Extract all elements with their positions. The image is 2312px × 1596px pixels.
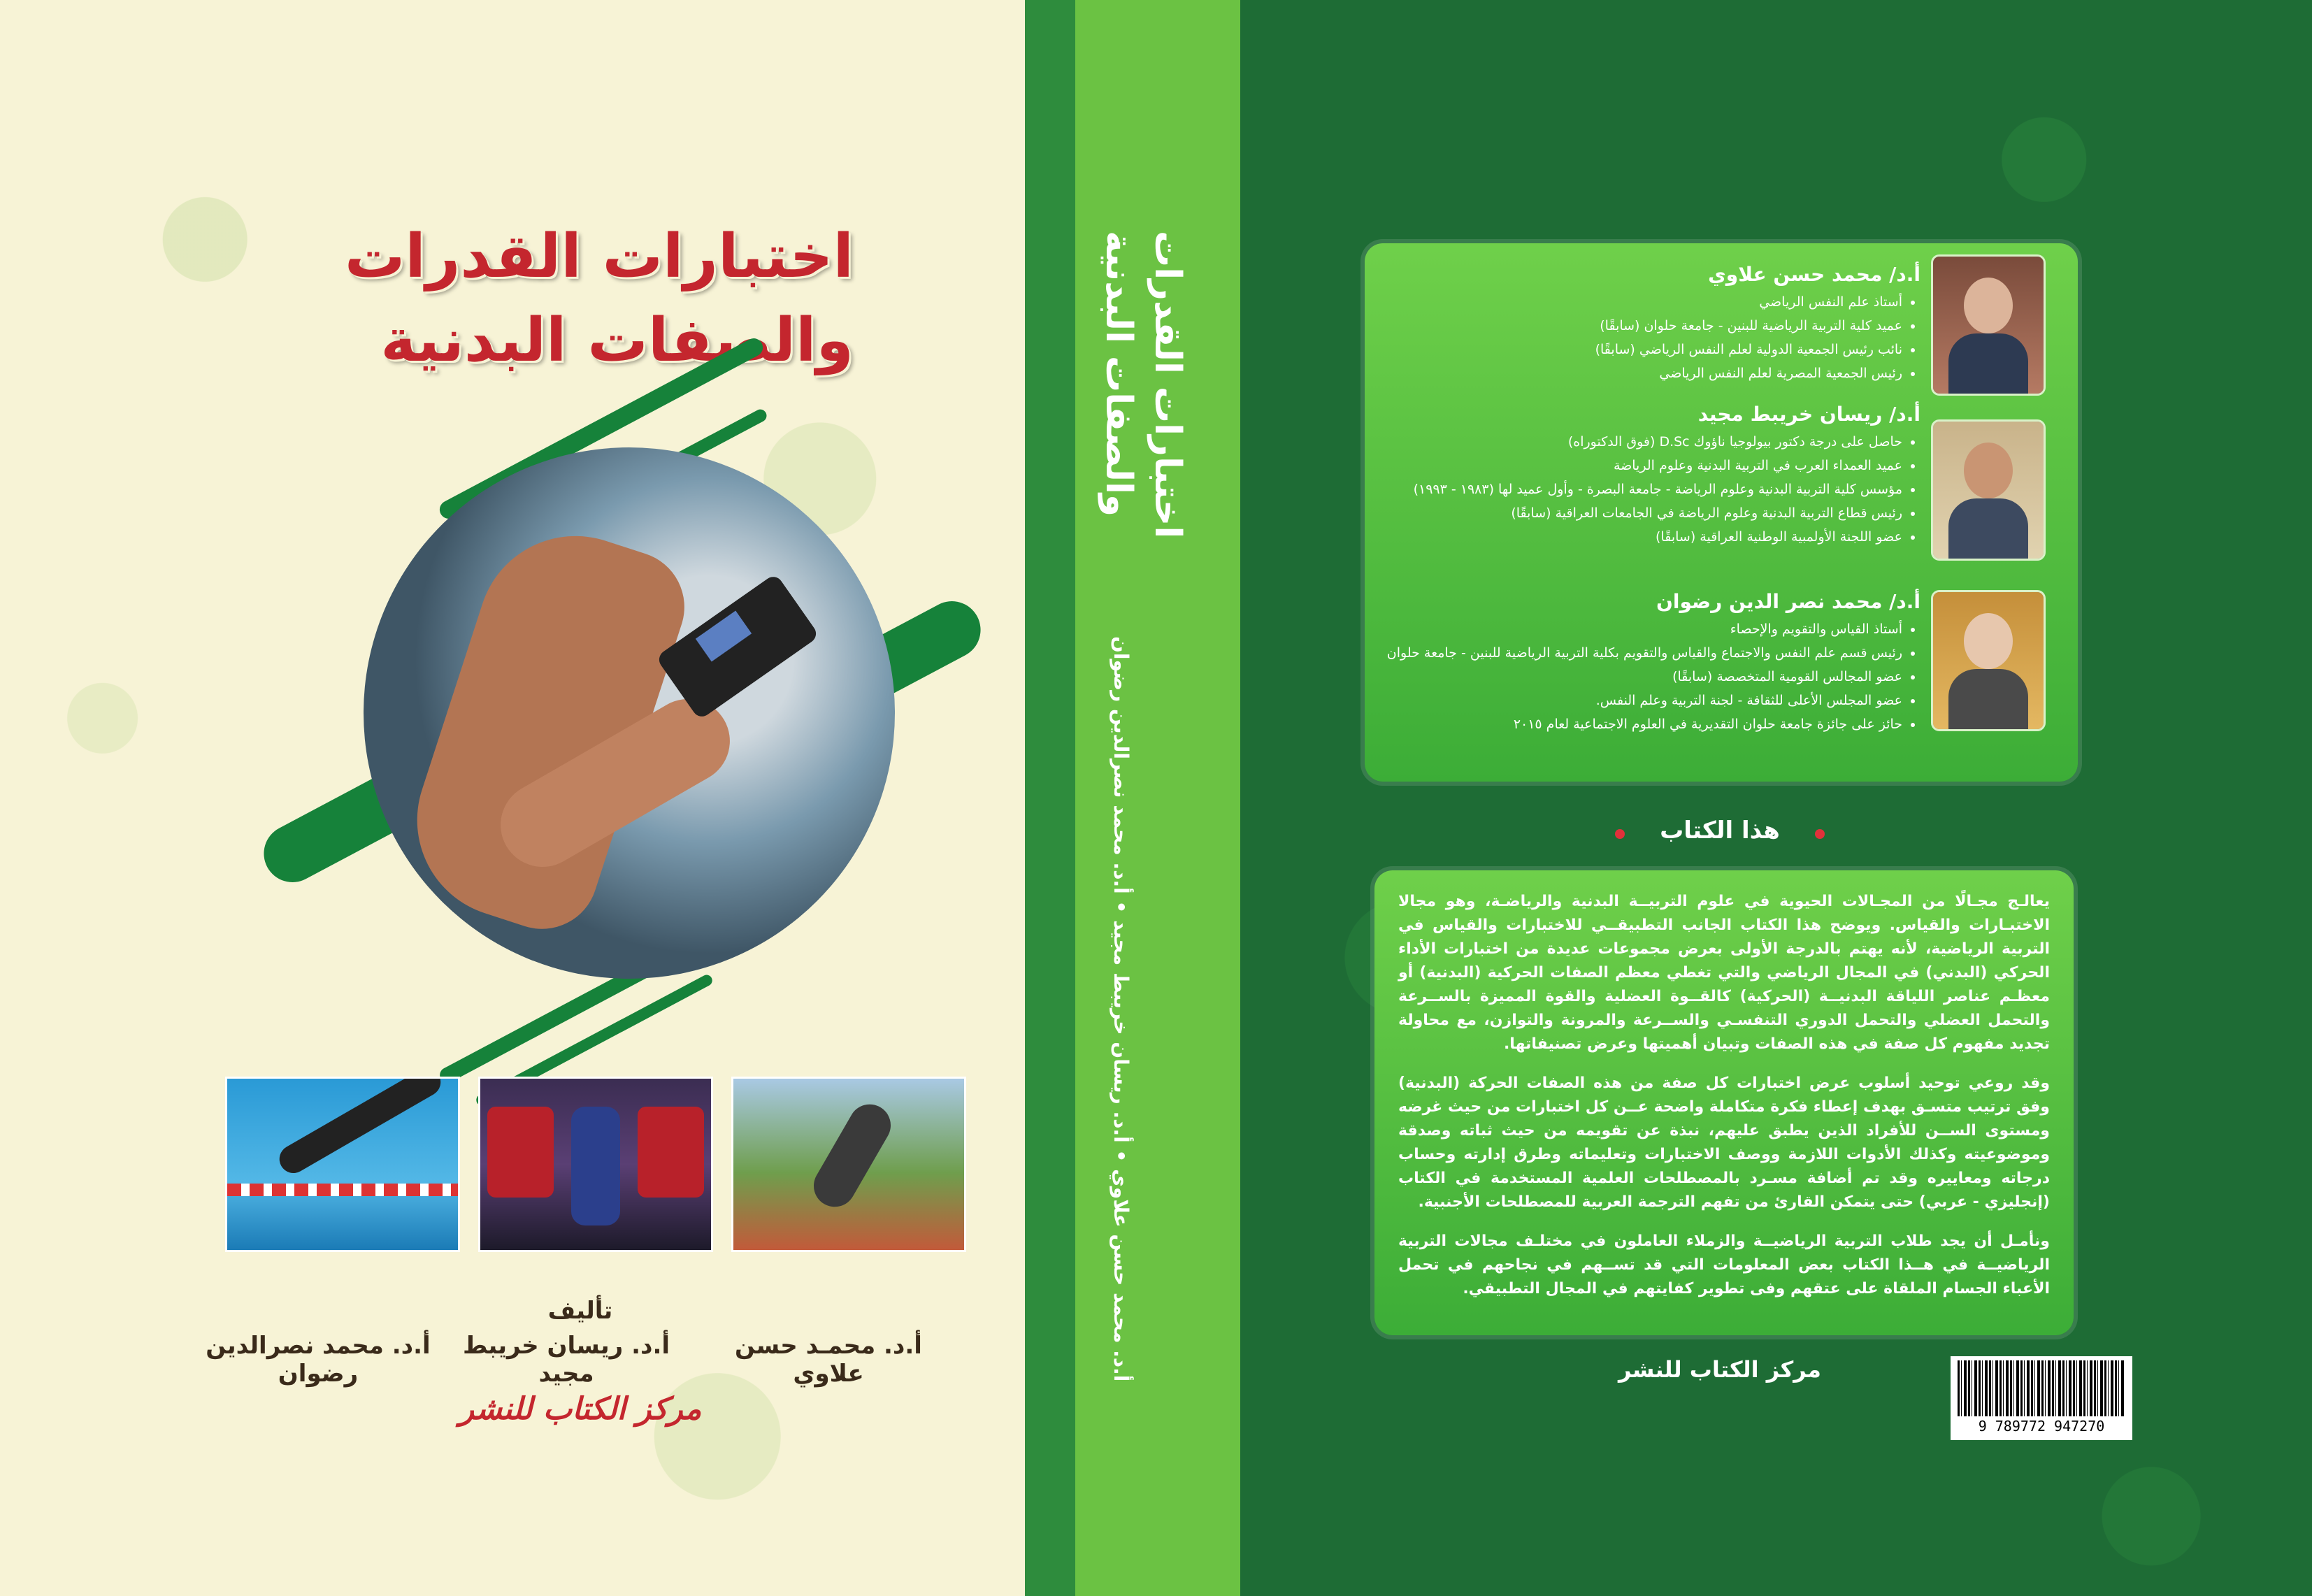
author-portrait-3 [1931,590,2046,731]
author-portrait-2 [1931,419,2046,561]
author-bio-3 [1375,590,1920,736]
bio-item: • عميد العمداء العرب في التربية البدنية وعلوم الرياضة [1375,454,1902,477]
weightlifting-photo [478,1077,713,1252]
spine-title-line1: اختبارات القدرات [1147,231,1189,539]
bullet-dot [1815,829,1825,839]
front-author-1: أ.د. محمـد حسن علاوي [735,1332,922,1388]
bullet-dot [1615,829,1625,839]
bio-item: • نائب رئيس الجمعية الدولية لعلم النفس الرياضي (سابقًا) [1375,338,1902,361]
front-title-line1: اختبارات القدرات [344,222,854,292]
blurb-panel [1374,870,2074,1335]
author-bio-2 [1375,403,1920,549]
author-portrait-1 [1931,254,2046,396]
blurb-paragraph-2: وقد روعي توحيد أسلوب عرض اختبارات كل صفة من هذه الصفات الحركة (البدنية) وفق ترتيب متسـق بهدف إعطاء فكرة متكاملة واضحة عــن كل اختبارات من حيث غرضه ومستوى الســن للأفراد الذين يطبق عليهم، نبذة عن تقويمه من حيث ثباته وصدقة وموضوعيته وكذلك الأدوات اللازمة ووصف الاختبارات وتعليماته وطرق إدارته وحساب درجاته ومعاييره وقد تم أضافة مسـرد بالمصطلحات العلمية المستخدمة في الكتاب (إنجليزي - عربي) حتى يتمكن القارئ من تفهم الترجمة العربية للمصطلحات الأجنبية. [1398,1074,2050,1211]
section-heading-text: هذا الكتاب [1660,817,1780,844]
swimming-photo [225,1077,460,1252]
front-author-3: أ.د. محمد نصرالدين رضوان [206,1332,431,1388]
isbn-digits: 9 789772 947270 [1978,1418,2105,1435]
front-title-line2: والصفات البدنية [380,305,854,375]
bio-item: • حائز على جائزة جامعة حلوان التقديرية في العلوم الاجتماعية لعام ٢٠١٥ [1375,712,1902,736]
bio-item: • رئيس قسم علم النفس والاجتماع والقياس والتقويم بكلية التربية الرياضية للبنين - جامعة حلوان [1375,641,1902,665]
author-bio-1 [1375,263,1920,385]
authored-by-label: تأليف [547,1297,613,1325]
blurb-text [1398,890,2050,1316]
bio-item: • حاصل على درجة دكتور بيولوجيا ناؤوك D.Sc (فوق الدكتوراه) [1375,430,1902,454]
author-name-2: أ.د/ ريسان خريبط مجيد [1697,403,1920,426]
blurb-paragraph-3: ونأمـل أن يجد طلاب التربية الرياضيــة والزملاء العاملون في مختلـف مجالات التربية الرياضيــة في هــذا الكتاب بعض المعلومات التي قد تســهم في نجاحهم في تحمل الأعباء الجسام الملقاة على عتقهم وفى تطوير كفايتهم في المجال التطبيقي. [1398,1232,2050,1297]
author-name-1: أ.د/ محمد حسن علاوي [1708,263,1920,286]
hero-athlete-photo [364,447,895,979]
section-heading [1615,817,1825,851]
spine-title-line2: والصفات البدنية [1098,231,1140,517]
blurb-paragraph-1: يعالـج مجـالًا من المجـالات الحيوية في علوم التربيــة البدنية والرياضـة، وهو مجالا الاختبـارات والقياس. ويوضح هذا الكتاب الجانب التطبيقــي للاختبارات والقياس في التربية الرياضية، لأنه يهتم بالدرجة الأولى بعرض مجموعات عديدة من اختبارات الأداء الحركي (البدني) في المجال الرياضي والتي تغطي معظم الصفات الحركية (البدنية) أو معظـم عناصر اللياقة البدنيــة (الحركية) كالقــوة العضلية والقوة المميزة بالســرعة والتحمل العضلي والتحمل الدوري التنفسـي والســرعة والمرونة والتوازن، مع محاولة تجديد مفهوم كل صفة في هذه الصفات وتبيان أهميتها وعرض تصنيفاتها. [1398,893,2050,1053]
bio-item: • عضو المجلس الأعلى للثقافة - لجنة التربية وعلم النفس. [1375,689,1902,712]
sprinting-photo [731,1077,966,1252]
back-publisher: مركز الكتاب للنشر [1618,1356,1821,1383]
bio-item: • أستاذ القياس والتقويم والإحصاء [1375,617,1902,641]
barcode-bars [1958,1360,2125,1416]
bio-item: • مؤسس كلية التربية البدنية وعلوم الرياضة - جامعة البصرة - وأول عميد لها (١٩٨٣ - ١٩٩٣) [1375,477,1902,501]
bio-item: • رئيس قطاع التربية البدنية وعلوم الرياضة في الجامعات العراقية (سابقًا) [1375,501,1902,525]
bio-item: • عميد كلية التربية الرياضية للبنين - جامعة حلوان (سابقًا) [1375,314,1902,338]
isbn-barcode [1951,1356,2132,1440]
authors-panel [1365,243,2078,782]
author-name-3: أ.د/ محمد نصر الدين رضوان [1656,590,1920,613]
front-cover [0,0,1025,1596]
front-publisher-logo: مركز الكتاب للنشر [459,1391,702,1427]
bio-item: • أستاذ علم النفس الرياضي [1375,290,1902,314]
bio-item: • رئيس الجمعية المصرية لعلم النفس الرياضي [1375,361,1902,385]
bio-item: • عضو المجالس القومية المتخصصة (سابقًا) [1375,665,1902,689]
front-author-2: أ.د. ريسان خريبط مجيد [462,1332,670,1388]
spine-authors: أ.د. محمد حسن علاوي • أ.د. ريسان خريبط مجيد • أ.د. محمد نصرالدين رضوان [1110,636,1133,1382]
bio-item: • عضو اللجنة الأولمبية الوطنية العراقية (سابقًا) [1375,525,1902,549]
